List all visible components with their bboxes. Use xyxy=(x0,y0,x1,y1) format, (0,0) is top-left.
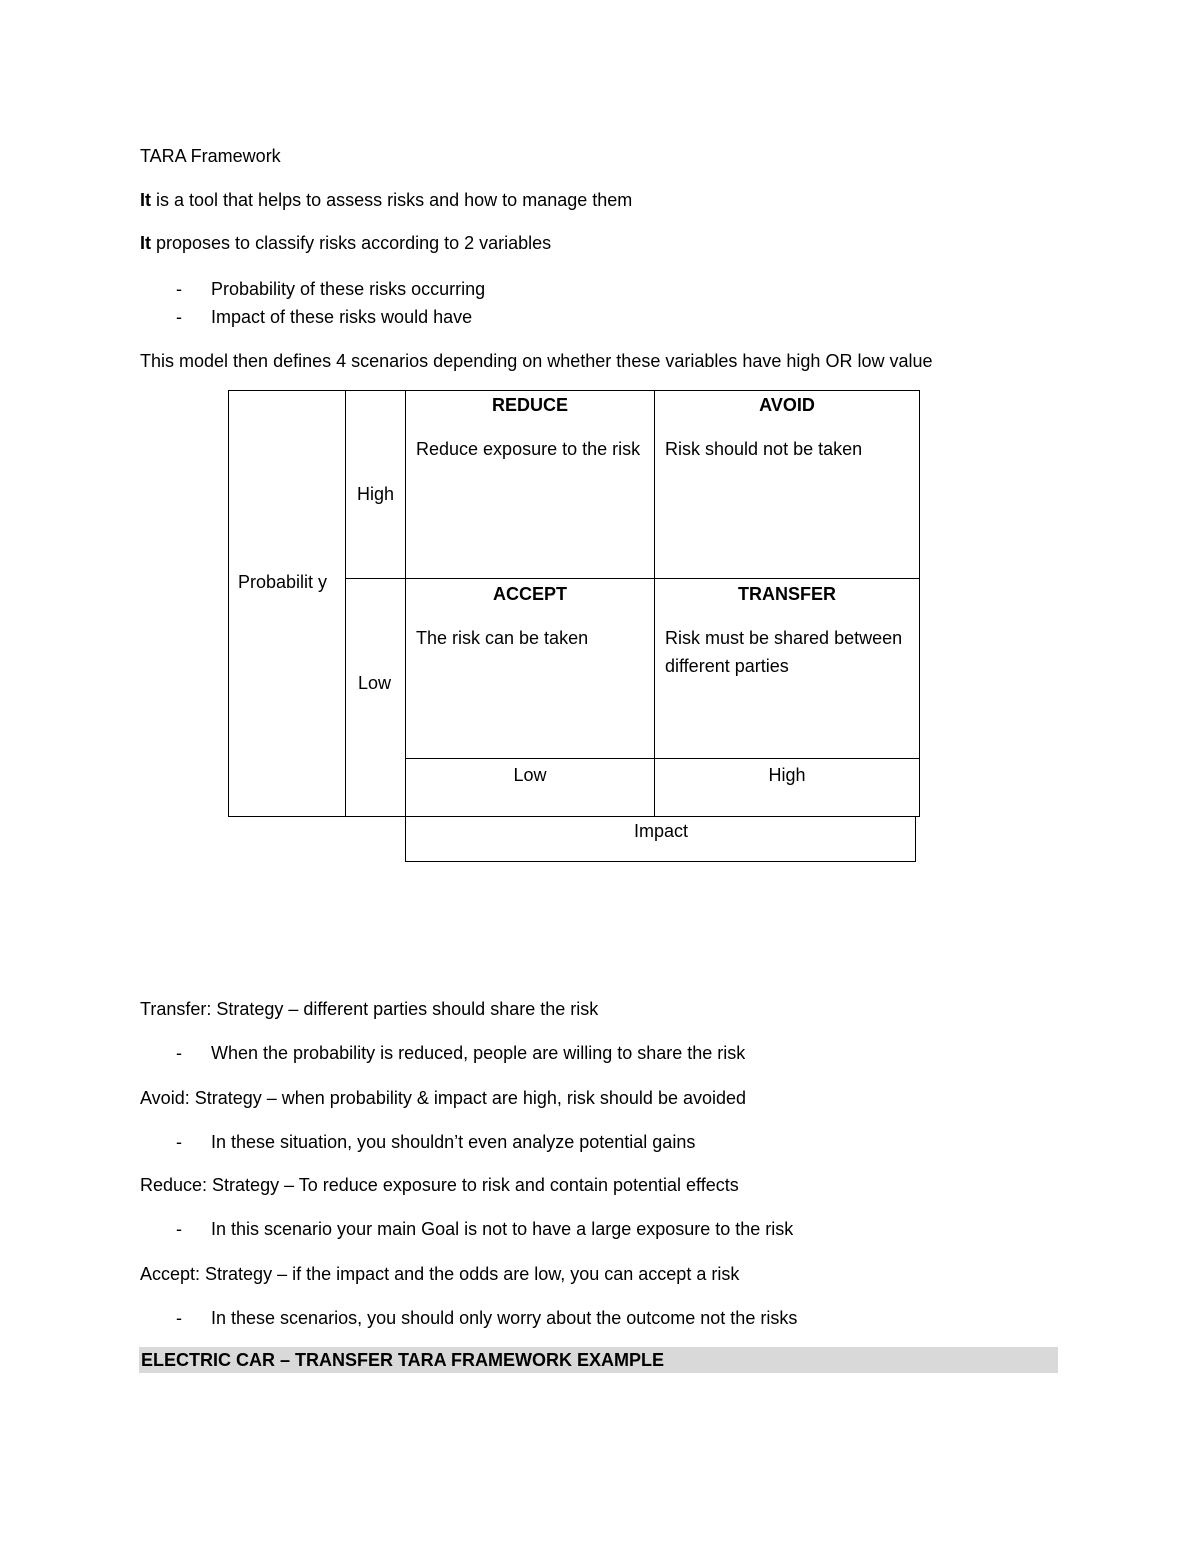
intro-line-2-lead: It xyxy=(140,233,151,253)
matrix-line xyxy=(345,578,920,579)
impact-low-label: Low xyxy=(513,765,547,785)
scenarios-line: This model then defines 4 scenarios depending on whether these variables have high OR low value xyxy=(140,351,933,371)
strategy-name: Avoid: xyxy=(140,1088,190,1108)
avoid-title: AVOID xyxy=(759,395,815,415)
strategy-avoid xyxy=(140,1087,746,1109)
strategy-desc: Strategy – if the impact and the odds are low, you can accept a risk xyxy=(200,1264,740,1284)
impact-high-label: High xyxy=(768,765,806,785)
strategy-name: Reduce: xyxy=(140,1175,208,1195)
matrix-line xyxy=(228,390,920,391)
strategy-name: Transfer: xyxy=(140,999,212,1019)
reduce-title: REDUCE xyxy=(491,395,568,415)
bullet-marker: - xyxy=(176,1308,182,1328)
bullet-marker: - xyxy=(176,307,182,327)
matrix-line xyxy=(919,390,920,817)
intro-line-2-rest: proposes to classify risks according to 2 variables xyxy=(151,233,552,253)
strategy-name: Accept: xyxy=(140,1264,201,1284)
matrix-line xyxy=(228,390,229,817)
intro-line-1-lead: It xyxy=(140,190,151,210)
bullet-marker: - xyxy=(176,1132,182,1152)
probability-low-label: Low xyxy=(357,673,392,693)
probability-high-label: High xyxy=(356,484,395,504)
strategy-bullet: In this scenario your main Goal is not to have a large exposure to the risk xyxy=(211,1219,794,1239)
intro-line-1 xyxy=(140,189,632,211)
variable-item: Impact of these risks would have xyxy=(211,307,473,327)
strategy-bullet: When the probability is reduced, people are willing to share the risk xyxy=(211,1043,746,1063)
matrix-line xyxy=(405,390,406,862)
matrix-line xyxy=(405,758,920,759)
intro-line-1-rest: is a tool that helps to assess risks and how to manage them xyxy=(151,190,633,210)
strategy-desc: Strategy – when probability & impact are high, risk should be avoided xyxy=(189,1088,747,1108)
matrix-line xyxy=(405,816,920,817)
strategy-desc: Strategy – different parties should share the risk xyxy=(211,999,599,1019)
avoid-text: Risk should not be taken xyxy=(665,439,863,459)
bullet-marker: - xyxy=(176,1219,182,1239)
probability-axis-label: Probabilit y xyxy=(238,572,328,592)
accept-text: The risk can be taken xyxy=(416,628,589,648)
strategy-reduce xyxy=(140,1174,739,1196)
transfer-title: TRANSFER xyxy=(738,584,836,604)
variable-item: Probability of these risks occurring xyxy=(211,279,486,299)
doc-title: TARA Framework xyxy=(140,146,281,166)
impact-axis-label: Impact xyxy=(633,821,689,841)
intro-line-2 xyxy=(140,232,551,254)
strategy-bullet: In these situation, you shouldn’t even analyze potential gains xyxy=(211,1132,696,1152)
strategy-transfer xyxy=(140,998,598,1020)
strategy-accept xyxy=(140,1263,739,1285)
reduce-text: Reduce exposure to the risk xyxy=(416,439,641,459)
accept-title: ACCEPT xyxy=(492,584,567,604)
matrix-line xyxy=(345,390,346,817)
strategy-bullet: In these scenarios, you should only worry about the outcome not the risks xyxy=(211,1308,798,1328)
bullet-marker: - xyxy=(176,1043,182,1063)
matrix-line xyxy=(405,861,916,862)
section-heading: ELECTRIC CAR – TRANSFER TARA FRAMEWORK EXAMPLE xyxy=(139,1347,1058,1373)
strategy-desc: Strategy – To reduce exposure to risk and contain potential effects xyxy=(207,1175,739,1195)
bullet-marker: - xyxy=(176,279,182,299)
transfer-text: Risk must be shared between different parties xyxy=(665,628,903,676)
matrix-line xyxy=(228,816,406,817)
